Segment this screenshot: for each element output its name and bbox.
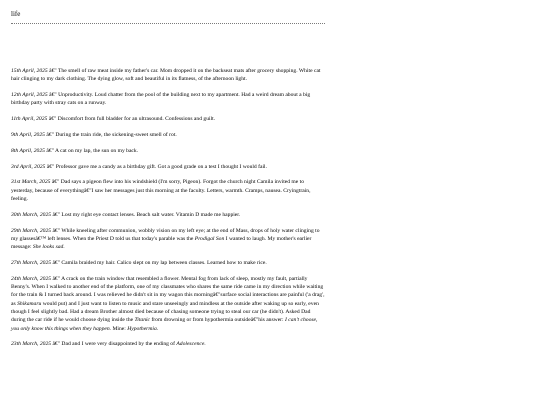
entry-separator: â€" xyxy=(51,341,62,348)
entry-date: 15th April, 2025 xyxy=(11,68,48,74)
entry-separator: â€" xyxy=(50,179,61,186)
entry-emphasis: Prodigal Son xyxy=(194,235,225,242)
journal-entry xyxy=(11,259,325,267)
page xyxy=(11,10,325,356)
site-title[interactable]: life xyxy=(11,10,21,18)
entry-separator: â€" xyxy=(47,116,58,123)
entry-text: would put) and I just want to listen to music and stare unseeingly and mindless at the outside after waking up so early, even though I feel slightly bad. Had a dream Brother almost died because of chasing someone trying to steal our car (he didn't). Asked Dad during the car ride if he would choose dying inside the xyxy=(11,300,319,324)
title-divider xyxy=(11,23,325,24)
journal-entries xyxy=(11,67,325,349)
entry-emphasis: Shikamaru xyxy=(17,300,42,307)
entry-separator: â€" xyxy=(47,92,59,99)
entry-text: Mine: xyxy=(111,325,128,332)
entry-text: During the train ride, the sickening-sweet smell of rot. xyxy=(55,131,177,138)
entry-separator: â€" xyxy=(51,227,62,234)
entry-separator: â€" xyxy=(44,147,55,154)
entry-separator: â€" xyxy=(51,211,62,218)
entry-date: 8th April, 2025 xyxy=(11,147,45,154)
entry-separator: â€" xyxy=(51,275,62,282)
entry-separator: â€" xyxy=(47,68,58,74)
journal-entry xyxy=(11,67,325,84)
journal-entry xyxy=(11,275,325,333)
journal-entry xyxy=(11,211,325,219)
entry-text: Lost my right eye contact lenses. Beach salt water. Vitamin D made me happier. xyxy=(61,211,241,218)
entry-emphasis: She looks sad. xyxy=(32,244,65,251)
journal-entry xyxy=(11,115,325,123)
entry-date: 24th March, 2025 xyxy=(11,275,52,282)
entry-text: A crack on the train window that resembled a flower. Mental fog from lack of sleep, mostly my fault, partially Benny's. When I walked to another end of the platform, one of my classmates who shares the same ride came in my direction while waiting for the train & I turned back around. I was relieved he didn't sit in my wagon this morningâ€"surface social interactions are painful ('a drag', as xyxy=(11,275,325,307)
entry-date: 9th April, 2025 xyxy=(11,131,45,138)
entry-text: Unproductivity. Loud chatter from the pool of the building next to my apartment. Had a weird dream about a big birthday party with stray cats on a runway. xyxy=(11,92,311,107)
journal-entry xyxy=(11,163,325,171)
entry-date: 3rd April, 2025 xyxy=(11,163,46,170)
entry-text: Discomfort from full bladder for an ultrasound. Confessions and guilt. xyxy=(57,116,216,123)
entry-emphasis: Titanic xyxy=(134,317,151,324)
entry-text: Dad and I were very disappointed by the ending of xyxy=(61,341,177,348)
entry-text: I wanted to laugh. My mother's earlier message: xyxy=(11,235,312,251)
journal-entry xyxy=(11,91,325,108)
journal-entry xyxy=(11,131,325,139)
entry-text: Professor gave me a candy as a birthday gift. Got a good grade on a test I thought I would fail. xyxy=(55,163,267,170)
entry-text: A cat on my lap, the sun on my back. xyxy=(55,147,139,154)
entry-text: from drowning or from hypothermia outsideâ€"his answer: xyxy=(150,317,285,324)
journal-entry xyxy=(11,340,325,348)
entry-emphasis: Hypothermia. xyxy=(127,325,159,332)
entry-date: 30th March, 2025 xyxy=(11,211,52,218)
journal-entry xyxy=(11,147,325,155)
entry-text: While kneeling after communion, wobbly vision on my left eye; at the end of Mass, drops of holy water clinging to my glassesâ€™ left lenses. When the Priest D told us that today's parable was the xyxy=(11,227,320,242)
entry-text: Dad says a pigeon flew into his windshield (I'm sorry, Pigeon). Forgot the church night Camila invited me to yesterday, because of everythingâ€"I saw her messages just this morning at the faculty. Letters, warmth. Cramps, nausea. Cryingtrain, feeling. xyxy=(11,179,311,202)
entry-date: 12th April, 2025 xyxy=(11,92,48,99)
entry-emphasis: Adolescence. xyxy=(176,341,206,348)
entry-separator: â€" xyxy=(51,259,62,266)
entry-emphasis: I can't choose, you only know this things when they happen. xyxy=(11,317,318,332)
entry-separator: â€" xyxy=(44,131,56,138)
entry-date: 29th March, 2025 xyxy=(11,227,52,234)
entry-date: 11th April, 2025 xyxy=(11,116,48,123)
entry-date: 31st March, 2025 xyxy=(11,179,51,186)
entry-text: The smell of raw meat inside my father's car. Mom dropped it on the backseat mats after grocery shopping. White cat hair clinging to my dark clothing. The dying glow, soft and beautiful in its flatness, of the afternoon light. xyxy=(11,68,321,83)
entry-text: Camila braided my hair. Calico slept on my lap between classes. Learned how to make rice. xyxy=(61,259,267,266)
journal-entry xyxy=(11,178,325,203)
entry-date: 27th March, 2025 xyxy=(11,259,52,266)
entry-separator: â€" xyxy=(45,163,56,170)
entry-date: 23th March, 2025 xyxy=(11,341,52,348)
journal-entry xyxy=(11,227,325,252)
